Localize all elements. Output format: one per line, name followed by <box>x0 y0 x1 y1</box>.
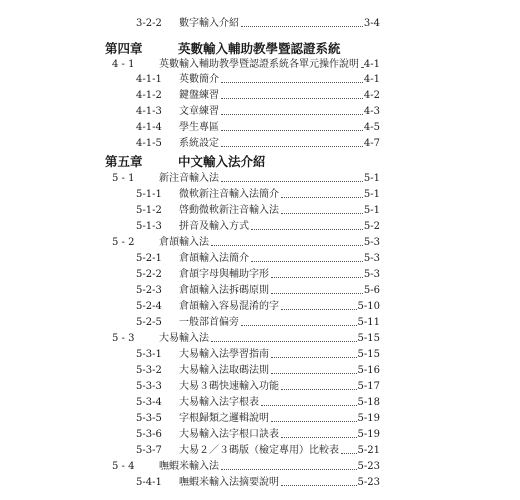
entry-page-number: 4-7 <box>363 138 380 149</box>
dot-leader <box>271 361 357 374</box>
subsection-entry <box>0 89 520 102</box>
entry-title: 大易３碼快速輸入功能 <box>179 381 279 392</box>
subsection-entry <box>0 476 520 489</box>
entry-page-number: 5-16 <box>357 365 380 376</box>
entry-page-number: 5-6 <box>363 285 380 296</box>
dot-leader <box>281 377 357 390</box>
dot-leader <box>221 169 363 182</box>
dot-leader <box>241 14 363 27</box>
entry-title: 鍵盤練習 <box>179 90 219 101</box>
entry-title: 新注音輸入法 <box>159 173 219 184</box>
entry-number: 第五章 <box>105 154 143 169</box>
entry-number: 5 - 2 <box>112 237 135 248</box>
dot-leader <box>221 118 363 131</box>
entry-page-number: 5-1 <box>363 173 380 184</box>
entry-title: 數字輸入介紹 <box>179 18 239 29</box>
entry-page-number: 5-23 <box>357 461 380 472</box>
entry-page-number: 5-17 <box>357 381 380 392</box>
dot-leader <box>341 441 357 454</box>
entry-title: 一般部首偏旁 <box>179 317 239 328</box>
entry-page-number: 3-4 <box>363 18 380 29</box>
entry-page-number: 4-5 <box>363 122 380 133</box>
entry-number: 5-3-4 <box>136 397 162 408</box>
dot-leader <box>221 134 363 147</box>
entry-number: 4-1-4 <box>136 122 162 133</box>
entry-title: 啓動微軟新注音輸入法 <box>179 205 279 216</box>
subsection-entry <box>0 188 520 201</box>
entry-title: 倉頡字母與輔助字形 <box>179 269 269 280</box>
subsection-entry <box>0 412 520 425</box>
entry-title: 英數輸入輔助教學暨認證系統 <box>178 41 341 56</box>
entry-title: 大易輸入法 <box>159 333 209 344</box>
entry-number: 5-3-5 <box>136 413 162 424</box>
entry-title: 倉頡輸入法簡介 <box>179 253 249 264</box>
dot-leader <box>281 297 357 310</box>
subsection-entry <box>0 396 520 409</box>
dot-leader <box>271 409 357 422</box>
entry-page-number: 5-1 <box>363 205 380 216</box>
entry-page-number: 5-15 <box>357 349 380 360</box>
subsection-entry <box>0 252 520 265</box>
entry-number: 5-3-6 <box>136 429 162 440</box>
entry-number: 5 - 4 <box>112 461 135 472</box>
dot-leader <box>221 457 357 470</box>
entry-title: 倉頡輸入法拆碼原則 <box>179 285 269 296</box>
dot-leader <box>221 86 363 99</box>
dot-leader <box>251 249 363 262</box>
subsection-entry <box>0 364 520 377</box>
chapter-heading <box>0 154 520 170</box>
section-entry <box>0 460 520 473</box>
entry-number: 5-1-2 <box>136 205 162 216</box>
entry-number: 5-2-1 <box>136 253 162 264</box>
subsection-entry <box>0 17 520 30</box>
dot-leader <box>261 393 357 406</box>
entry-page-number: 4-1 <box>363 59 380 70</box>
entry-title: 拼音及輸入方式 <box>179 221 249 232</box>
entry-page-number: 5-10 <box>357 301 380 312</box>
entry-title: 大易輸入法取碼法則 <box>179 365 269 376</box>
entry-title: 大易輸入法學習指南 <box>179 349 269 360</box>
entry-page-number: 5-3 <box>363 253 380 264</box>
subsection-entry <box>0 105 520 118</box>
entry-number: 5 - 3 <box>112 333 135 344</box>
entry-number: 4-1-1 <box>136 74 162 85</box>
section-entry <box>0 236 520 249</box>
subsection-entry <box>0 300 520 313</box>
section-entry <box>0 172 520 185</box>
entry-title: 系統設定 <box>179 138 219 149</box>
entry-page-number: 5-11 <box>357 317 380 328</box>
dot-leader <box>271 281 363 294</box>
subsection-entry <box>0 380 520 393</box>
entry-title: 字根歸類之邏輯說明 <box>179 413 269 424</box>
subsection-entry <box>0 348 520 361</box>
entry-number: 5-1-3 <box>136 221 162 232</box>
entry-title: 微軟新注音輸入法簡介 <box>179 189 279 200</box>
section-entry <box>0 332 520 345</box>
entry-page-number: 5-23 <box>357 477 380 488</box>
subsection-entry <box>0 121 520 134</box>
entry-page-number: 5-3 <box>363 269 380 280</box>
subsection-entry <box>0 268 520 281</box>
entry-number: 3-2-2 <box>136 18 162 29</box>
entry-title: 英數輸入輔助教學暨認證系統各單元操作說明 <box>159 59 359 70</box>
entry-number: 5-2-4 <box>136 301 162 312</box>
entry-title: 倉頡輸入容易混淆的字 <box>179 301 279 312</box>
subsection-entry <box>0 444 520 457</box>
dot-leader <box>271 345 357 358</box>
dot-leader <box>241 313 357 326</box>
entry-number: 5-3-1 <box>136 349 162 360</box>
dot-leader <box>281 185 363 198</box>
entry-page-number: 4-2 <box>363 90 380 101</box>
dot-leader <box>221 70 363 83</box>
entry-number: 5-3-7 <box>136 445 162 456</box>
dot-leader <box>281 425 357 438</box>
entry-title: 英數簡介 <box>179 74 219 85</box>
entry-title: 大易２／３碼版（檢定專用）比較表 <box>179 445 339 456</box>
entry-number: 5-1-1 <box>136 189 162 200</box>
entry-page-number: 5-19 <box>357 429 380 440</box>
subsection-entry <box>0 137 520 150</box>
entry-page-number: 5-3 <box>363 237 380 248</box>
dot-leader <box>251 217 363 230</box>
entry-number: 5-2-3 <box>136 285 162 296</box>
entry-number: 5 - 1 <box>112 173 135 184</box>
dot-leader <box>211 233 363 246</box>
subsection-entry <box>0 204 520 217</box>
entry-title: 學生專區 <box>179 122 219 133</box>
dot-leader <box>281 201 363 214</box>
dot-leader <box>271 265 363 278</box>
entry-page-number: 5-21 <box>357 445 380 456</box>
entry-page-number: 5-19 <box>357 413 380 424</box>
entry-number: 第四章 <box>105 41 143 56</box>
dot-leader <box>221 102 363 115</box>
entry-page-number: 4-1 <box>363 74 380 85</box>
entry-title: 嘸蝦米輸入法 <box>159 461 219 472</box>
entry-page-number: 5-15 <box>357 333 380 344</box>
entry-number: 5-2-2 <box>136 269 162 280</box>
entry-title: 中文輸入法介紹 <box>178 154 266 169</box>
entry-number: 5-3-2 <box>136 365 162 376</box>
entry-number: 5-2-5 <box>136 317 162 328</box>
subsection-entry <box>0 428 520 441</box>
chapter-heading <box>0 41 520 57</box>
entry-page-number: 5-1 <box>363 189 380 200</box>
entry-number: 4 - 1 <box>112 59 135 70</box>
entry-number: 4-1-5 <box>136 138 162 149</box>
entry-page-number: 5-2 <box>363 221 380 232</box>
subsection-entry <box>0 73 520 86</box>
dot-leader <box>361 55 363 68</box>
entry-number: 5-3-3 <box>136 381 162 392</box>
entry-title: 倉頡輸入法 <box>159 237 209 248</box>
entry-title: 嘸蝦米輸入法摘要說明 <box>179 477 279 488</box>
entry-number: 4-1-3 <box>136 106 162 117</box>
entry-page-number: 5-18 <box>357 397 380 408</box>
dot-leader <box>211 329 357 342</box>
subsection-entry <box>0 220 520 233</box>
subsection-entry <box>0 284 520 297</box>
entry-number: 5-4-1 <box>136 477 162 488</box>
entry-title: 大易輸入法字根口訣表 <box>179 429 279 440</box>
subsection-entry <box>0 316 520 329</box>
entry-title: 文章練習 <box>179 106 219 117</box>
dot-leader <box>281 473 357 486</box>
entry-number: 4-1-2 <box>136 90 162 101</box>
entry-title: 大易輸入法字根表 <box>179 397 259 408</box>
entry-page-number: 4-3 <box>363 106 380 117</box>
